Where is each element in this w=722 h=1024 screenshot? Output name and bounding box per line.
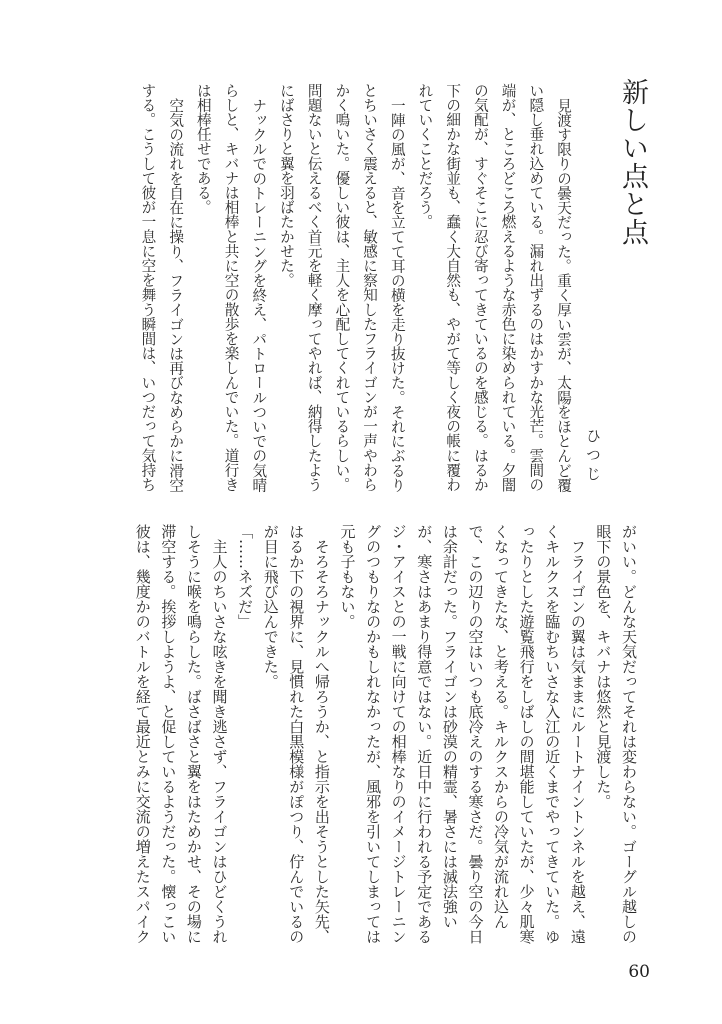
text-line: らしと、キバナは相棒と共に空の散歩を楽しんでいた。道行き (222, 83, 240, 492)
text-line: 滞空する。挨拶しようよ、と促しているようだった。懐っこい (159, 524, 178, 944)
text-line: は相棒任せである。 (194, 83, 212, 215)
text-line: する。こうして彼が一息に空を舞う瞬間は、いつだって気持ち (139, 83, 157, 492)
author-name: ひつじ (584, 428, 602, 485)
text-line: しそうに喉を鳴らした。ばさばさと翼をはためかせ、その場に (184, 524, 203, 944)
page-number: 60 (628, 962, 650, 982)
text-line: かく鳴いた。優しい彼は、主人を心配してくれているらしい。 (333, 83, 351, 492)
text-line: で、この辺りの空はいつも底冷えのする寒さだ。曇り空の今日 (466, 524, 485, 944)
text-line: 眼下の景色を、キバナは悠然と見渡した。 (594, 524, 613, 809)
text-line: とちいさく震えると、敏感に察知したフライゴンが一声やわら (361, 83, 379, 492)
text-line: にばさりと翼を羽ばたかせた。 (277, 83, 295, 288)
text-line: 「……ネズだ」 (236, 524, 255, 629)
text-line: 端が、ところどころ燃えるような赤色に染められている。夕闇 (499, 83, 517, 492)
lower-text-block (129, 524, 641, 954)
upper-text-block (134, 83, 577, 495)
text-line: の気配が、すぐそこに忍び寄ってきているのを感じる。はるか (471, 83, 489, 492)
text-line: 彼は、幾度かのバトルを経て最近とみに交流の増えたスパイク (133, 524, 152, 944)
text-line: はるか下の視界に、見慣れた白黒模様がぽつり、佇んでいるの (287, 524, 306, 944)
story-title: 新しい点と点 (617, 78, 648, 246)
text-line: ったりとした遊覧飛行をしばしの間堪能していたが、少々肌寒 (517, 524, 536, 944)
text-line: ナックルでのトレーニングを終え、パトロールついでの気晴 (250, 97, 268, 492)
text-line: がいい。どんな天気だってそれは変わらない。ゴーグル越しの (620, 524, 638, 944)
text-line: が目に飛び込んできた。 (261, 524, 280, 689)
text-line: くなってきたな、と考える。キルクスからの冷気が流れ込ん (492, 524, 511, 929)
text-line: ジ・アイスとの一戦に向けての相棒なりのイメージトレーニン (389, 524, 408, 944)
text-line: 見渡す限りの曇天だった。重く厚い雲が、太陽をほとんど覆 (555, 97, 572, 492)
text-line: そろそろナックルへ帰ろうか、と指示を出そうとした矢先、 (312, 539, 331, 944)
text-line: くキルクスを臨むちいさな入江の近くまでやってきていた。ゆ (543, 524, 562, 944)
text-line: 主人のちいさな呟きを聞き逃さず、フライゴンはひどくうれ (210, 539, 229, 944)
text-line: は余計だった。フライゴンは砂漠の精霊、暑さには滅法強い (440, 524, 459, 929)
text-line: 問題ないと伝えるべく首元を軽く摩ってやれば、納得したよう (305, 83, 323, 492)
text-line: い隠し垂れ込めている。漏れ出ずるのはかすかな光芒。雲間の (527, 83, 545, 492)
text-line: 一陣の風が、音を立てて耳の横を走り抜けた。それにぶるり (388, 97, 406, 492)
text-line: 空気の流れを自在に操り、フライゴンは再びなめらかに滑空 (167, 97, 185, 492)
text-line: れていくことだろう。 (416, 83, 434, 229)
text-line: グのつもりなのかもしれなかったが、風邪を引いてしまっては (364, 524, 383, 944)
text-line: が、寒さはあまり得意ではない。近日中に行われる予定である (415, 524, 434, 944)
text-line: 下の細かな街並も、蠢く大自然も、やがて等しく夜の帳に覆わ (444, 83, 462, 492)
text-line: フライゴンの翼は気ままにルートナイントンネルを越え、遠 (568, 539, 587, 944)
text-line: 元も子もない。 (338, 524, 357, 629)
